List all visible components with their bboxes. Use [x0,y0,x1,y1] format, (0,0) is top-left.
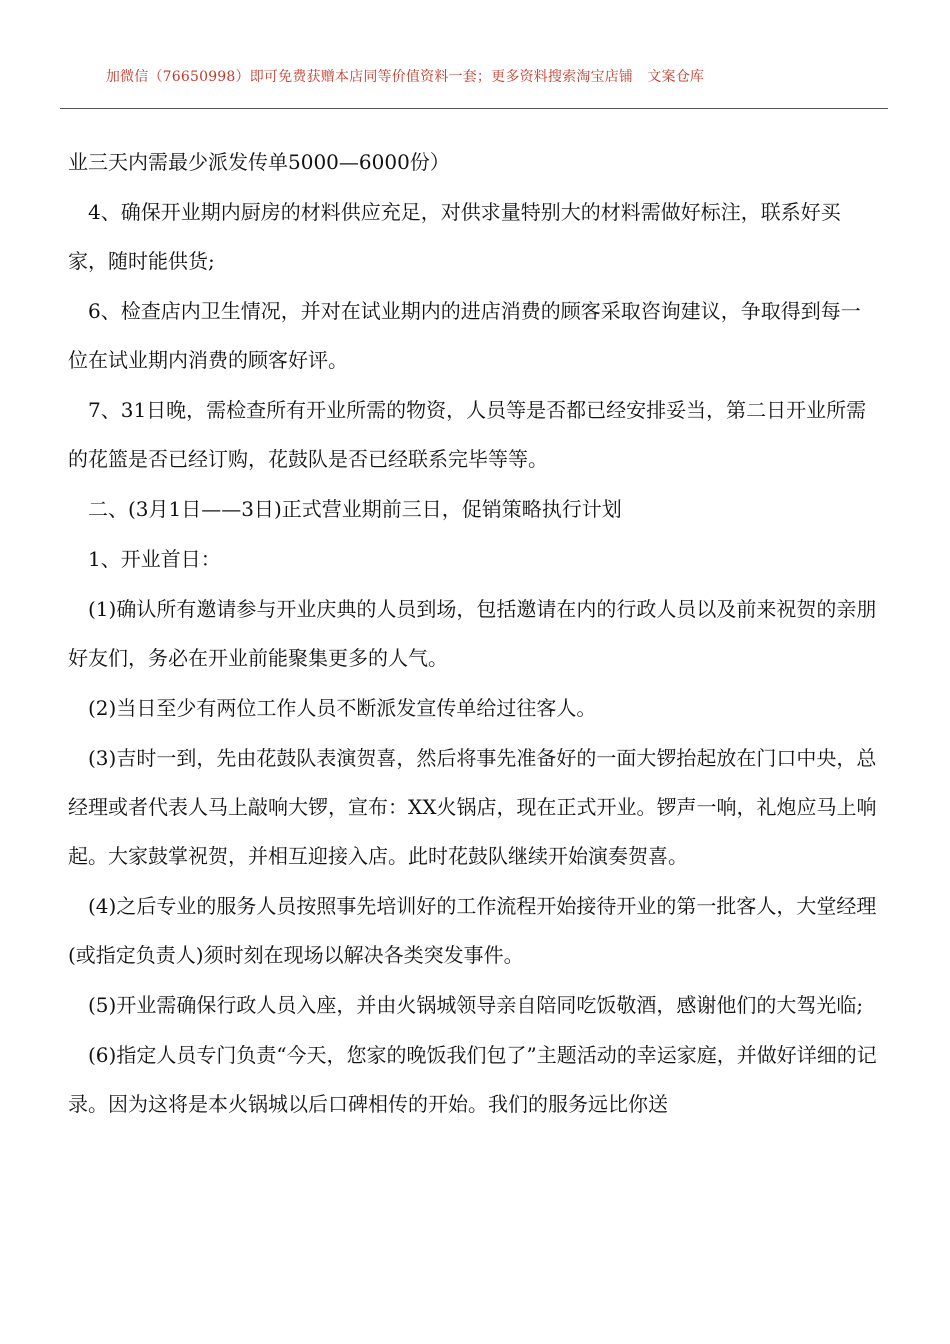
paragraph-item-7: 7、31日晚，需检查所有开业所需的物资，人员等是否都已经安排妥当，第二日开业所需的花篮是否已经订购，花鼓队是否已经联系完毕等等。 [68,398,867,471]
paragraph-point-4: (4)之后专业的服务人员按照事先培训好的工作流程开始接待开业的第一批客人，大堂经理(或指定负责人)须时刻在现场以解决各类突发事件。 [68,894,877,967]
paragraph-continuation: 业三天内需最少派发传单5000—6000份） [68,150,450,174]
paragraph-item-6: 6、检查店内卫生情况，并对在试业期内的进店消费的顾客采取咨询建议，争取得到每一位在试业期内消费的顾客好评。 [68,299,861,372]
header-divider [60,108,888,109]
paragraph-point-2: (2)当日至少有两位工作人员不断派发宣传单给过往客人。 [88,696,597,720]
document-body [68,138,880,1130]
paragraph-point-6: (6)指定人员专门负责“今天，您家的晚饭我们包了”主题活动的幸运家庭，并做好详细的记录。因为这将是本火锅城以后口碑相传的开始。我们的服务远比你送 [68,1043,877,1116]
paragraph-point-3: (3)吉时一到，先由花鼓队表演贺喜，然后将事先准备好的一面大锣抬起放在门口中央，总经理或者代表人马上敲响大锣，宣布：XX火锅店，现在正式开业。锣声一响，礼炮应马上响起。大家鼓掌祝贺，并相互迎接入店。此时花鼓队继续开始演奏贺喜。 [68,746,877,868]
paragraph-item-4: 4、确保开业期内厨房的材料供应充足，对供求量特别大的材料需做好标注，联系好买家，随时能供货; [68,200,841,273]
subsection-heading-1: 1、开业首日： [88,547,221,571]
paragraph-point-1: (1)确认所有邀请参与开业庆典的人员到场，包括邀请在内的行政人员以及前来祝贺的亲朋好友们，务必在开业前能聚集更多的人气。 [68,597,877,670]
section-heading-2: 二、(3月1日——3日)正式营业期前三日，促销策略执行计划 [88,497,622,521]
paragraph-point-5: (5)开业需确保行政人员入座，并由火锅城领导亲自陪同吃饭敬酒，感谢他们的大驾光临; [88,993,864,1017]
page-header-notice: 加微信（76650998）即可免费获赠本店同等价值资料一套；更多资料搜索淘宝店铺 文案仓库 [105,69,705,85]
